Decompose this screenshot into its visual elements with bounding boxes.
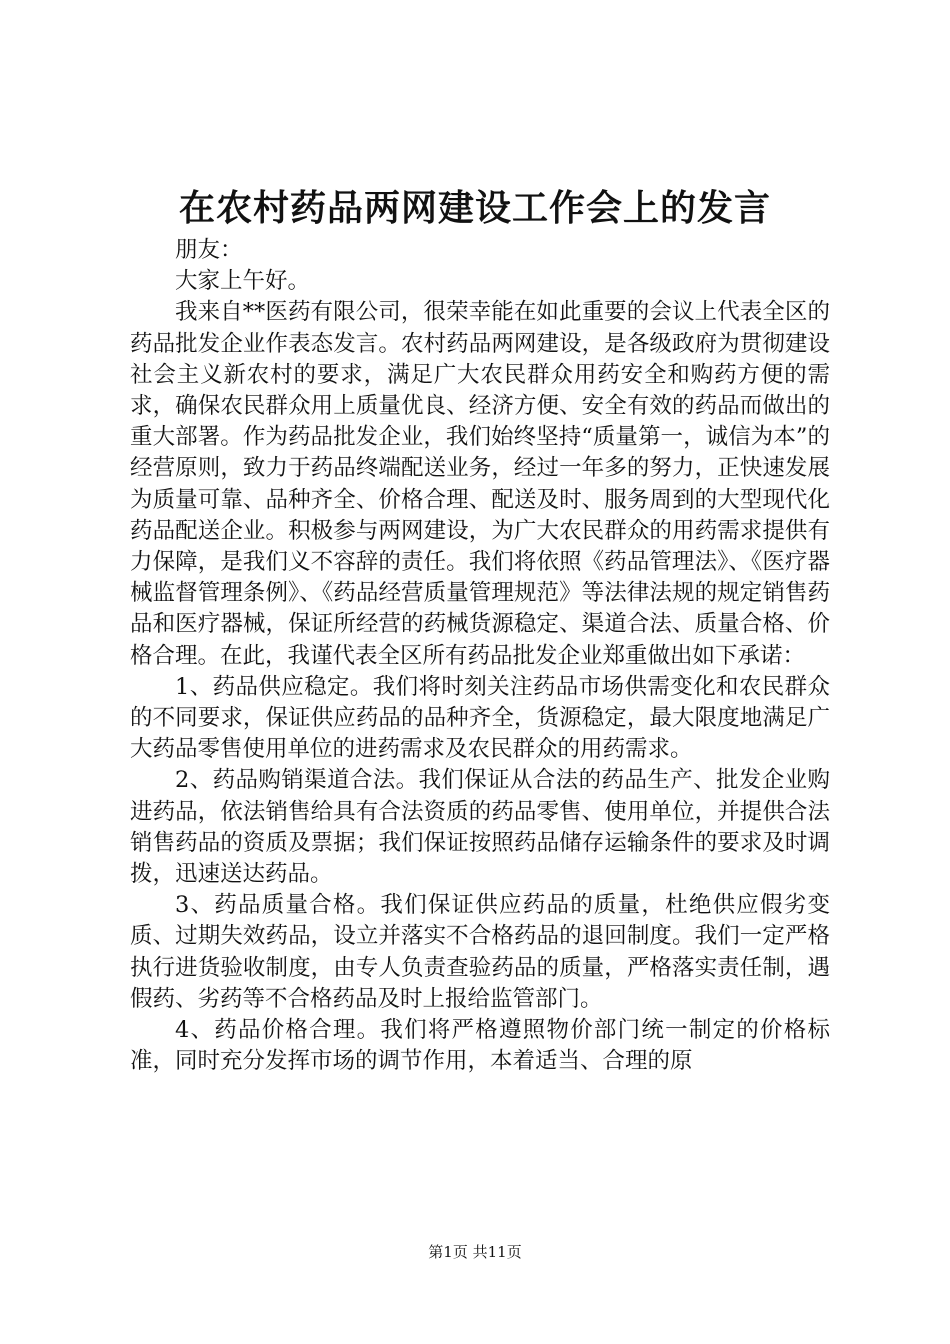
commitment-3: 3、药品质量合格。我们保证供应药品的质量，杜绝供应假劣变质、过期失效药品，设立并落实不合格药品的退回制度。我们一定严格执行进货验收制度，由专人负责查验药品的质量，严格落实责任制，遇假药、劣药等不合格药品及时上报给监管部门。 <box>130 892 830 1012</box>
commitment-2: 2、药品购销渠道合法。我们保证从合法的药品生产、批发企业购进药品，依法销售给具有合法资质的药品零售、使用单位，并提供合法销售药品的资质及票据；我们保证按照药品储存运输条件的要求及时调拨，迅速送达药品。 <box>130 767 830 888</box>
page-indicator: 第1页 共11页 <box>428 1243 522 1261</box>
commitment-4: 4、药品价格合理。我们将严格遵照物价部门统一制定的价格标准，同时充分发挥市场的调节作用，本着适当、合理的原 <box>130 1017 830 1075</box>
document-body <box>130 235 830 1077</box>
greeting: 大家上午好。 <box>175 268 311 295</box>
commitment-1: 1、药品供应稳定。我们将时刻关注药品市场供需变化和农民群众的不同要求，保证供应药品的品种齐全，货源稳定，最大限度地满足广大药品零售使用单位的进药需求及农民群众的用药需求。 <box>130 673 830 763</box>
intro-paragraph: 我来自**医药有限公司，很荣幸能在如此重要的会议上代表全区的药品批发企业作表态发言。农村药品两网建设，是各级政府为贯彻建设社会主义新农村的要求，满足广大农民群众用药安全和购药方便的需求，确保农民群众用上质量优良、经济方便、安全有效的药品而做出的重大部署。作为药品批发企业，我们始终坚持“质量第一，诚信为本”的经营原则，致力于药品终端配送业务，经过一年多的努力，正快速发展为质量可靠、品种齐全、价格合理、配送及时、服务周到的大型现代化药品配送企业。积极参与两网建设，为广大农民群众的用药需求提供有力保障，是我们义不容辞的责任。我们将依照《药品管理法》、《医疗器械监督管理条例》、《药品经营质量管理规范》等法律法规的规定销售药品和医疗器械，保证所经营的药械货源稳定、渠道合法、质量合格、价格合理。在此，我谨代表全区所有药品批发企业郑重做出如下承诺： <box>130 299 830 669</box>
document-title: 在农村药品两网建设工作会上的发言 <box>178 187 771 229</box>
salutation: 朋友： <box>175 237 243 263</box>
